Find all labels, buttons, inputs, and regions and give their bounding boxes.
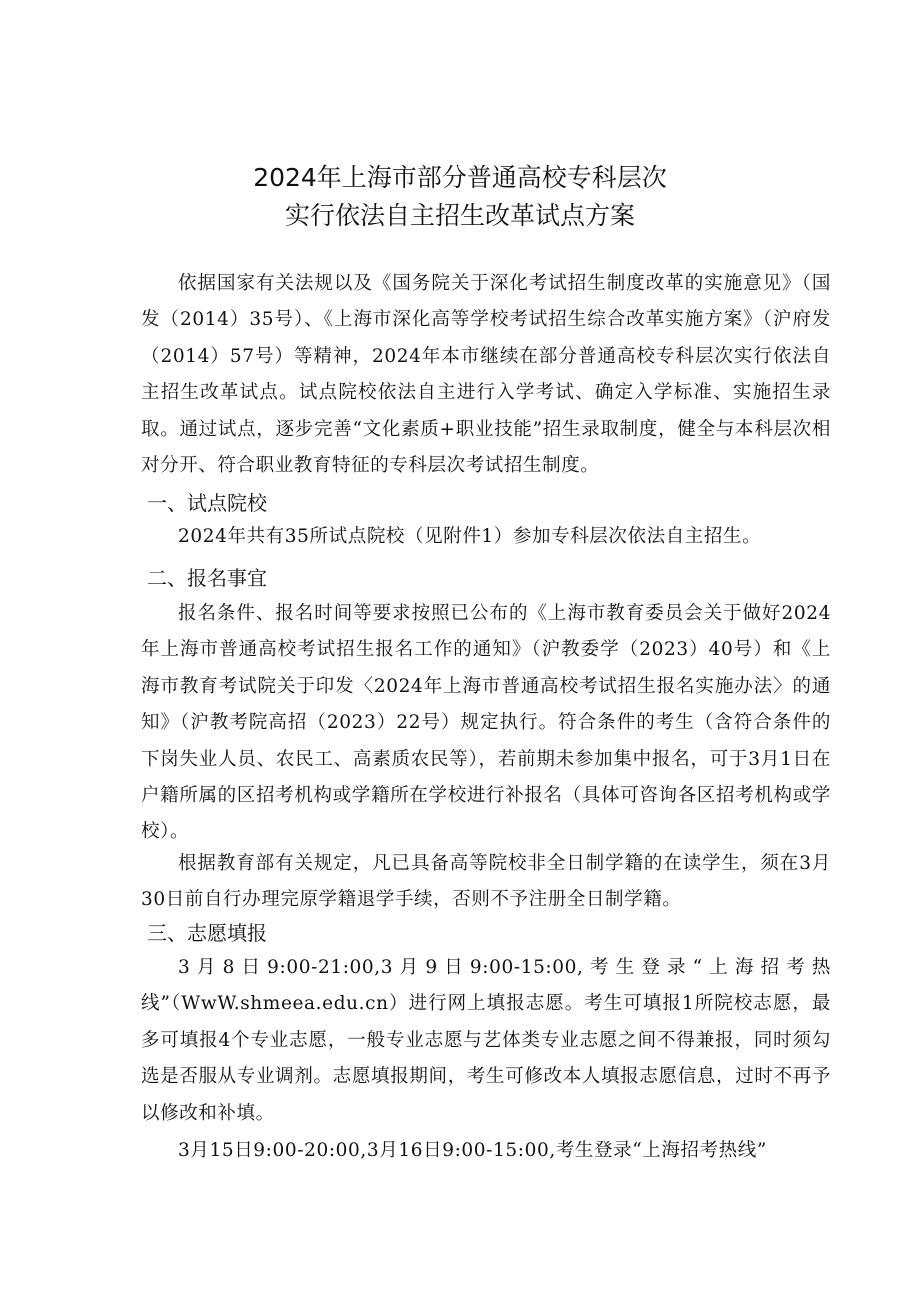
application-paragraph-2: 3月15日9:00-20:00,3月16日9:00-15:00,考生登录“上海招考热线” bbox=[178, 1140, 767, 1161]
application-paragraph-1: 3月8日9:00-21:00,3月9日9:00-15:00,考生登录“上海招考热线”（WwW.shmeea.edu.cn）进行网上填报志愿。考生可填报1所院校志愿，最多可填报4个专业志愿，一般专业志愿与艺体类专业志愿之间不得兼报，同时须勾选是否服从专业调剂。志愿填报期间，考生可修改本人填报志愿信息，过时不再予以修改和补填。 bbox=[141, 957, 831, 1124]
intro-paragraph: 依据国家有关法规以及《国务院关于深化考试招生制度改革的实施意见》（国发（2014）35号）、《上海市深化高等学校考试招生综合改革实施方案》（沪府发（2014）57号）等精神，2024年本市继续在部分普通高校专科层次实行依法自主招生改革试点。试点院校依法自主进行入学考试、确定入学标准、实施招生录取。通过试点，逐步完善“文化素质+职业技能”招生录取制度，健全与本科层次相对分开、符合职业教育特征的专科层次考试招生制度。 bbox=[141, 273, 831, 477]
pilot-schools-paragraph: 2024年共有35所试点院校（见附件1）参加专科层次依法自主招生。 bbox=[178, 526, 762, 547]
registration-paragraph-1: 报名条件、报名时间等要求按照已公布的《上海市教育委员会关于做好2024年上海市普通高校考试招生报名工作的通知》（沪教委学（2023）40号）和《上海市教育考试院关于印发〈2024年上海市普通高校考试招生报名实施办法〉的通知》（沪教考院高招（2023）22号）规定执行。符合条件的考生（含符合条件的下岗失业人员、农民工、高素质农民等），若前期未参加集中报名，可于3月1日在户籍所属的区招考机构或学籍所在学校进行补报名（具体可咨询各区招考机构或学校）。 bbox=[141, 603, 831, 843]
section-heading-pilot-schools: 一、试点院校 bbox=[147, 491, 267, 515]
section-heading-registration: 二、报名事宜 bbox=[147, 566, 267, 590]
section-heading-application: 三、志愿填报 bbox=[147, 921, 267, 945]
registration-paragraph-2: 根据教育部有关规定，凡已具备高等院校非全日制学籍的在读学生，须在3月30日前自行办理完原学籍退学手续，否则不予注册全日制学籍。 bbox=[141, 853, 831, 911]
document-title-line-2: 实行依法自主招生改革试点方案 bbox=[284, 201, 635, 230]
document-title-line-1: 2024年上海市部分普通高校专科层次 bbox=[253, 163, 667, 192]
